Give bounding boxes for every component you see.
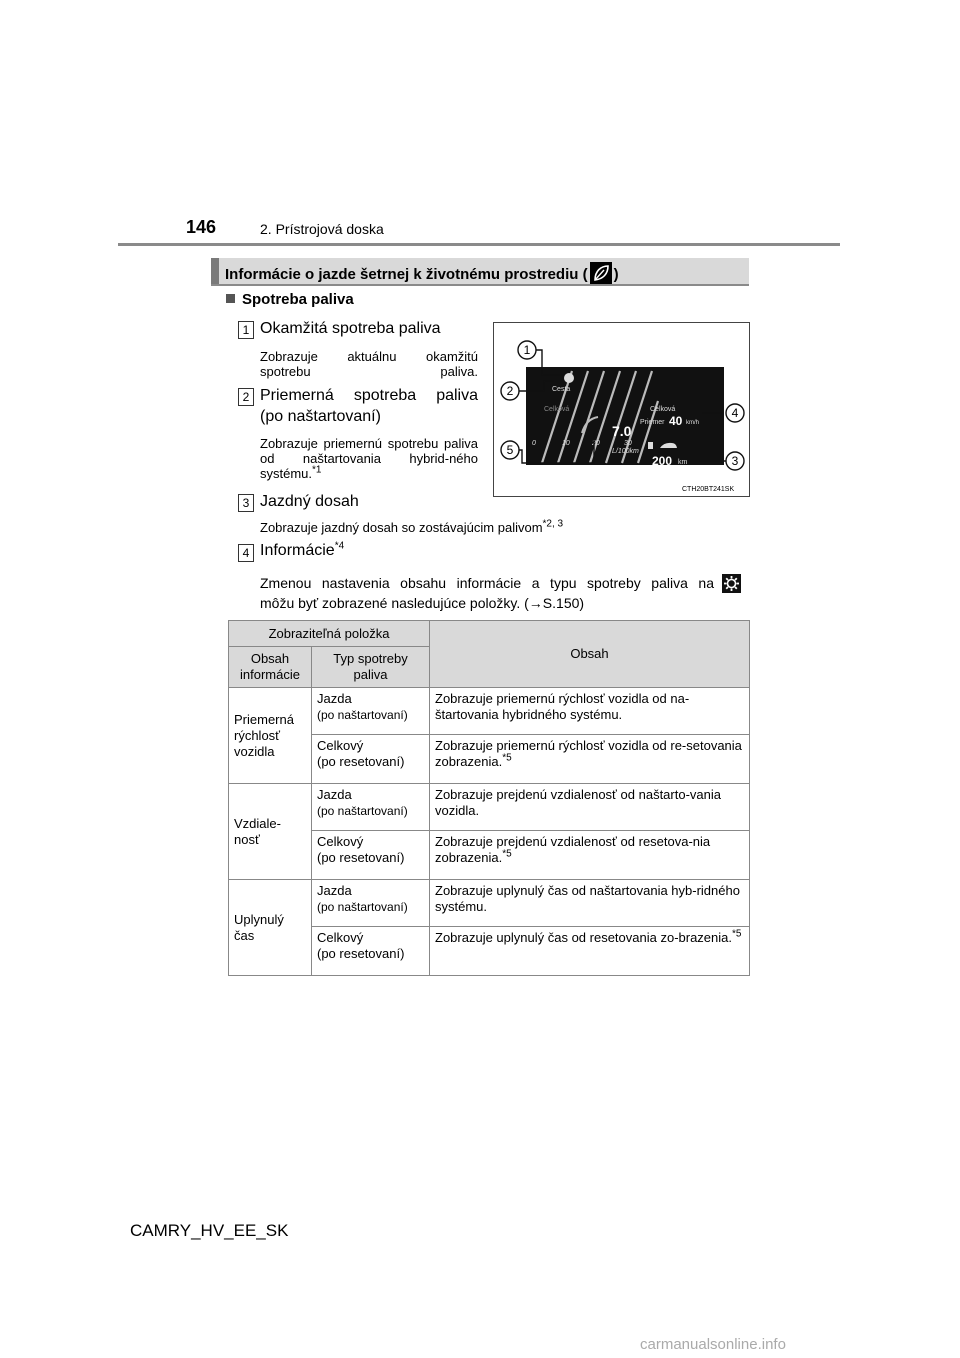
item-title-4: Informácie$^{*4}$ <box>260 540 345 559</box>
item-desc-3: Zobrazuje jazdný dosah so zostávajúcim palivom$^{*2, 3}$ <box>260 518 564 535</box>
multi-info-display-illustration <box>494 323 749 496</box>
content-cell: Zobrazuje priemernú rýchlosť vozidla od na-štartovania hybridného systému. <box>430 688 750 735</box>
item-title-2-line1: Priemerná spotreba paliva <box>260 387 478 404</box>
chapter-title: 2. Prístrojová doska <box>260 221 384 237</box>
subheading <box>226 291 354 308</box>
footnote-ref: *1 <box>312 464 322 476</box>
header-content: Obsah <box>430 621 750 688</box>
label-trip: Cesta <box>552 386 571 393</box>
section-title <box>225 262 619 284</box>
document-code: CAMRY_HV_EE_SK <box>130 1221 289 1240</box>
item-title-3: Jazdný dosah <box>260 493 359 510</box>
section-title-close: ) <box>613 266 619 283</box>
item-number-2: 2 <box>238 388 254 406</box>
trip-indicator-icon <box>564 373 574 383</box>
item-desc-4-line1: Zmenou nastavenia obsahu informácie a typu spotreby paliva na <box>260 575 714 591</box>
bullet-square-icon <box>226 294 235 303</box>
content-cell: Zobrazuje uplynulý čas od naštartovania hyb-ridného systému. <box>430 880 750 927</box>
footnote-ref: *2, 3 <box>542 518 564 530</box>
leaf-icon <box>590 262 612 284</box>
info-table <box>228 620 750 976</box>
label-total: Celková <box>544 406 570 413</box>
item-number-3: 3 <box>238 494 254 512</box>
footnote-ref: *5 <box>732 928 742 940</box>
callout-1: 1 <box>523 343 531 357</box>
table-row <box>229 688 750 735</box>
table-row <box>229 784 750 831</box>
range-value: 200 <box>652 454 673 468</box>
display-figure <box>493 322 750 497</box>
content-cell: Zobrazuje priemernú rýchlosť vozidla od re-setovania zobrazenia.$^{*5}$ <box>430 735 750 784</box>
label-average: Priemer <box>640 419 665 426</box>
callout-5: 5 <box>506 443 514 457</box>
header-displayable-item: Zobraziteľná položka <box>229 621 430 647</box>
tick-30: 30 <box>624 440 632 447</box>
item-desc-2: Zobrazuje priemernú spotrebu paliva od naštartovania hybrid-ného systému.$^{*1}$ <box>260 436 478 481</box>
content-cell: Zobrazuje prejdenú vzdialenosť od naštarto-vania vozidla. <box>430 784 750 831</box>
consumption-value: 7.0 <box>612 423 632 439</box>
header-fuel-type: Typ spotreby paliva <box>312 647 430 688</box>
row-group-name: Priemerná rýchlosť vozidla <box>229 688 312 784</box>
type-cell: Jazda (po naštartovaní) <box>312 784 430 831</box>
content-cell: Zobrazuje prejdenú vzdialenosť od resetova-nia zobrazenia.$^{*5}$ <box>430 831 750 880</box>
section-bar-accent <box>211 258 219 284</box>
item-desc-4-line2: môžu byť zobrazené nasledujúce položky. (→S.150) <box>260 595 585 611</box>
header-info-content: Obsah informácie <box>229 647 312 688</box>
footnote-ref: *5 <box>502 752 512 764</box>
tick-0: 0 <box>532 440 536 447</box>
subheading-text: Spotreba paliva <box>242 291 354 308</box>
item-desc-1: Zobrazuje aktuálnu okamžitú spotrebu paliva. <box>260 349 478 379</box>
gear-icon <box>722 574 741 593</box>
row-group-name: Vzdiale-nosť <box>229 784 312 880</box>
tick-20: 20 <box>592 440 600 447</box>
header-rule <box>118 243 840 246</box>
footnote-ref: *5 <box>502 848 512 860</box>
callout-2: 2 <box>506 384 514 398</box>
consumption-unit: L/100km <box>612 448 639 455</box>
item-number-4: 4 <box>238 544 254 562</box>
callout-4: 4 <box>731 406 739 420</box>
item-title-1: Okamžitá spotreba paliva <box>260 320 441 337</box>
speed-unit: km/h <box>686 420 700 426</box>
section-title-text: Informácie o jazde šetrnej k životnému prostrediu ( <box>225 266 588 283</box>
footnote-ref: *4 <box>334 540 345 552</box>
page-number: 146 <box>186 217 217 237</box>
figure-code: CTH20BT241SK <box>682 486 735 493</box>
table-row <box>229 880 750 927</box>
watermark[interactable]: carmanualsonline.info <box>640 1336 786 1353</box>
callout-3: 3 <box>731 454 739 468</box>
speed-value: 40 <box>669 414 683 428</box>
content-cell: Zobrazuje uplynulý čas od resetovania zo-brazenia.$^{*5}$ <box>430 927 750 976</box>
section-bar <box>211 258 749 286</box>
label-total-2: Celková <box>650 406 676 413</box>
item-number-1: 1 <box>238 321 254 339</box>
type-cell: Celkový (po resetovaní) <box>312 735 430 784</box>
row-group-name: Uplynulý čas <box>229 880 312 976</box>
type-cell: Jazda (po naštartovaní) <box>312 688 430 735</box>
range-unit: km <box>678 459 688 466</box>
fuel-pump-icon <box>648 442 653 449</box>
type-cell: Jazda (po naštartovaní) <box>312 880 430 927</box>
item-title-2-line2: (po naštartovaní) <box>260 408 381 425</box>
tick-10: 10 <box>562 440 570 447</box>
type-cell: Celkový (po resetovaní) <box>312 927 430 976</box>
type-cell: Celkový (po resetovaní) <box>312 831 430 880</box>
